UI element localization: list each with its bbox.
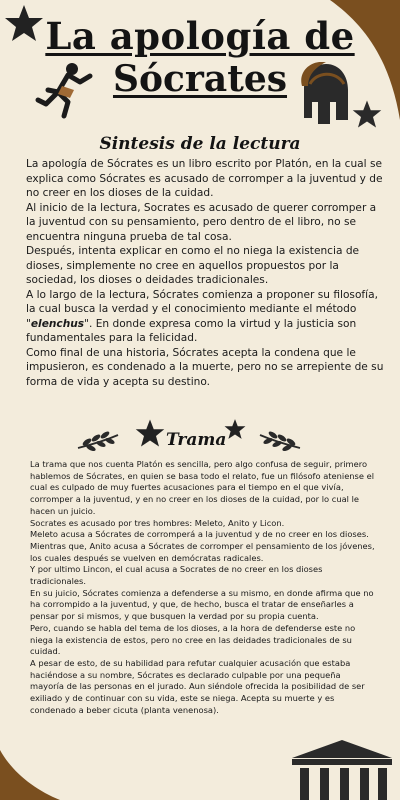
trama-paragraph: Socrates es acusado por tres hombres: Meleto, Anito y Licon. xyxy=(30,517,285,528)
runner-icon xyxy=(34,60,96,120)
summary-paragraph: Como final de una historia, Sócrates acepta la condena que le impusieron, es condenado a la muerte, pero no se arrepiente de su forma de vida y acepta su destino. xyxy=(26,346,384,388)
trama-paragraph: Y por ultimo Lincon, el cual acusa a Socrates de no creer en los dioses tradicionales. xyxy=(30,564,323,587)
page-title-line1: La apología de xyxy=(45,14,355,58)
page-title-line2: Sócrates xyxy=(112,58,288,100)
spartan-helmet-icon xyxy=(296,62,352,128)
trama-paragraph: Pero, cuando se habla del tema de los dioses, a la hora de defenderse este no niega la existencia de estos, pero no cree en las deidades tradicionales de su cuidad. xyxy=(30,622,356,657)
trama-paragraph: Meleto acusa a Sócrates de corromperá a la juventud y de no creer en los dioses. Mientras que, Anito acusa a Sócrates de corromper el pensamiento de los jóvenes, los cuales después se vuelven en demócratas radicales. xyxy=(30,529,375,563)
elenchus-after: ". En donde expresa como la virtud y la justicia son fundamentales para la felicidad. xyxy=(26,317,357,344)
greek-temple-icon xyxy=(288,738,396,800)
elenchus-before: A lo largo de la lectura, Sócrates comienza a proponer su filosofía, la cual busca la verdad y el conocimiento mediante el método " xyxy=(26,288,378,330)
star-icon xyxy=(135,418,165,448)
trama-text xyxy=(30,459,376,716)
summary-title: Sintesis de la lectura xyxy=(99,134,301,154)
laurel-icon xyxy=(258,431,302,451)
trama-title: Trama xyxy=(166,430,227,450)
summary-paragraph: Después, intenta explicar en como el no niega la existencia de dioses, simplemente no cree en aquellos propuestos por la sociedad, los dioses o deidades tradicionales. xyxy=(26,245,360,286)
trama-paragraph: A pesar de esto, de su habilidad para refutar cualquier acusación que estaba haciéndose a su nombre, Sócrates es declarado culpable por una pequeña mayoría de las personas en el jurado. Aun siéndole ofrecida la posibilidad de ser exiliado y de continuar con su vida, este se niega. Acepta su muerte y es condenado a beber cicuta (planta venenosa). xyxy=(30,657,365,715)
star-icon xyxy=(352,99,382,129)
trama-paragraph: La trama que nos cuenta Platón es sencilla, pero algo confusa de seguir, primero hablemos de Sócrates, en quien se basa todo el relato, fue un filósofo ateniense el cual es culpado de muy fuertes acusaciones para el tiempo en el que vivía, corromper a la juventud, y en no creer en los dioses de la cuidad, por lo cual le hacen un juicio. xyxy=(30,459,375,516)
star-icon xyxy=(224,418,246,440)
summary-paragraph: Al inicio de la lectura, Socrates es acusado de querer corromper a la juventud con su pensamiento, pero dentro de el libro, no se encuentra ninguna prueba de tal cosa. xyxy=(26,201,377,243)
laurel-icon xyxy=(76,431,120,451)
summary-paragraph: La apología de Sócrates es un libro escrito por Platón, en la cual se explica como Sócrates es acusado de corromper a la juventud y de no creer en los dioses de la cuidad. xyxy=(26,158,383,199)
summary-text xyxy=(26,157,388,389)
trama-paragraph: En su juicio, Sócrates comienza a defenderse a su mismo, en donde afirma que no ha corrompido a la juventud, y que, de hecho, busca el tratar de enseñarles a pensar por si mismos, y que busquen la verdad por su propia cuenta. xyxy=(30,587,374,622)
elenchus-word: elenchus xyxy=(30,317,85,330)
summary-paragraph-elenchus xyxy=(26,288,388,346)
